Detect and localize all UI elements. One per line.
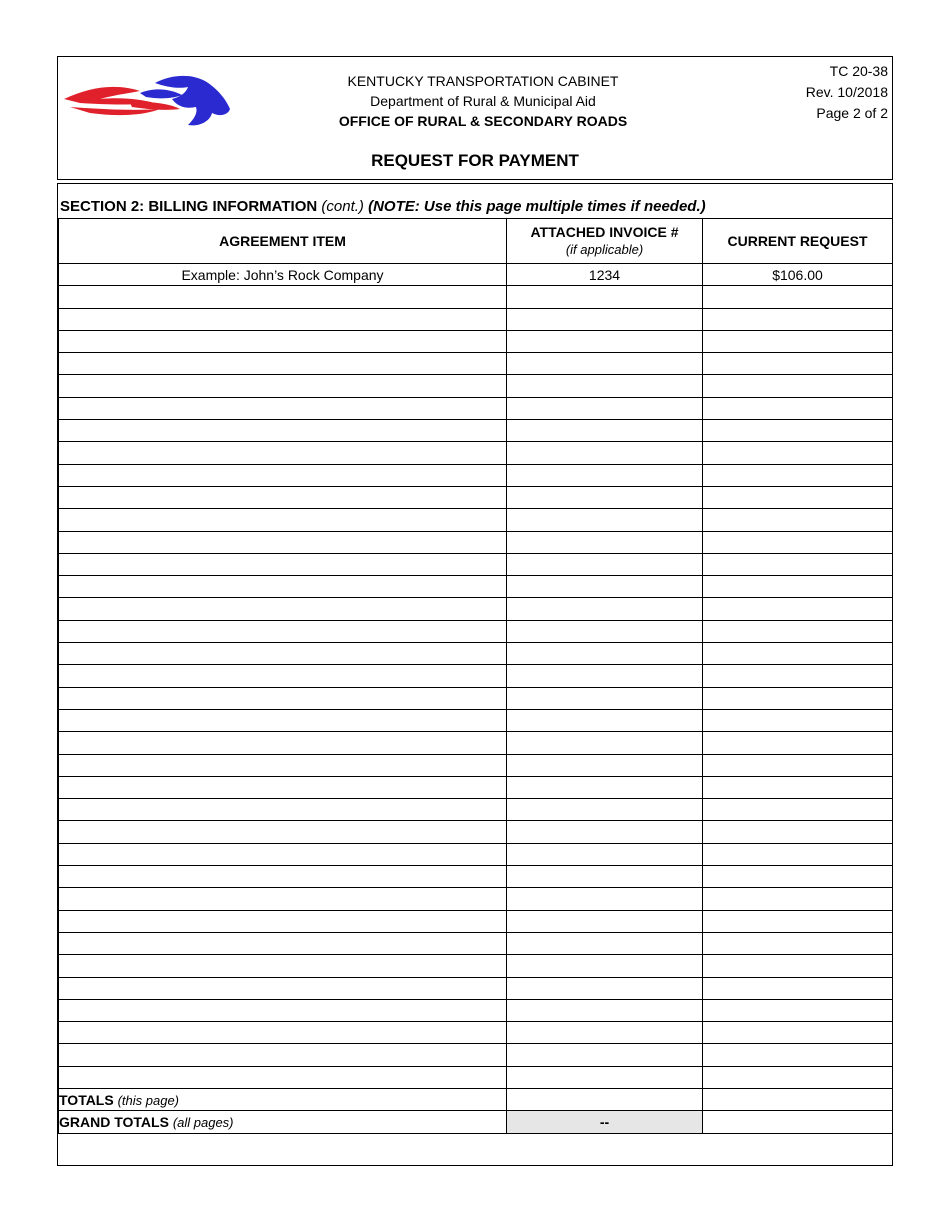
entry-agreement-item-field[interactable] bbox=[59, 687, 507, 709]
entry-request-field[interactable] bbox=[703, 531, 893, 553]
entry-agreement-item-field[interactable] bbox=[59, 665, 507, 687]
entry-invoice-field[interactable] bbox=[507, 442, 703, 464]
entry-row bbox=[59, 620, 893, 642]
entry-row bbox=[59, 732, 893, 754]
entry-invoice-field[interactable] bbox=[507, 1022, 703, 1044]
entry-request-field[interactable] bbox=[703, 598, 893, 620]
agency-block bbox=[308, 71, 658, 131]
entry-invoice-field[interactable] bbox=[507, 464, 703, 486]
entry-invoice-field[interactable] bbox=[507, 330, 703, 352]
page-title: REQUEST FOR PAYMENT bbox=[371, 151, 579, 170]
entry-row bbox=[59, 308, 893, 330]
office-name: OFFICE OF RURAL & SECONDARY ROADS bbox=[338, 113, 628, 129]
entry-agreement-item-field[interactable] bbox=[59, 977, 507, 999]
entry-row bbox=[59, 442, 893, 464]
entry-invoice-field[interactable] bbox=[507, 1044, 703, 1066]
entry-row bbox=[59, 955, 893, 977]
entry-agreement-item-field[interactable] bbox=[59, 509, 507, 531]
entry-invoice-field[interactable] bbox=[507, 687, 703, 709]
form-id-block bbox=[806, 61, 888, 124]
entry-request-field[interactable] bbox=[703, 732, 893, 754]
entry-agreement-item-field[interactable] bbox=[59, 1022, 507, 1044]
entry-invoice-field[interactable] bbox=[507, 665, 703, 687]
entry-invoice-field[interactable] bbox=[507, 866, 703, 888]
entry-agreement-item-field[interactable] bbox=[59, 821, 507, 843]
entry-agreement-item-field[interactable] bbox=[59, 888, 507, 910]
entry-row bbox=[59, 531, 893, 553]
entry-agreement-item-field[interactable] bbox=[59, 999, 507, 1021]
example-item: Example: John’s Rock Company bbox=[59, 264, 507, 286]
grand-totals-row bbox=[59, 1111, 893, 1133]
entry-request-field[interactable] bbox=[703, 286, 893, 308]
entry-row bbox=[59, 486, 893, 508]
entry-row bbox=[59, 888, 893, 910]
entry-request-field[interactable] bbox=[703, 977, 893, 999]
example-invoice: 1234 bbox=[507, 264, 703, 286]
entry-request-field[interactable] bbox=[703, 375, 893, 397]
entry-row bbox=[59, 866, 893, 888]
entry-request-field[interactable] bbox=[703, 776, 893, 798]
entry-agreement-item-field[interactable] bbox=[59, 576, 507, 598]
entry-request-field[interactable] bbox=[703, 709, 893, 731]
entry-request-field[interactable] bbox=[703, 486, 893, 508]
entry-row bbox=[59, 509, 893, 531]
entry-request-field[interactable] bbox=[703, 509, 893, 531]
entry-request-field[interactable] bbox=[703, 397, 893, 419]
entry-request-field[interactable] bbox=[703, 442, 893, 464]
entry-agreement-item-field[interactable] bbox=[59, 799, 507, 821]
entry-agreement-item-field[interactable] bbox=[59, 531, 507, 553]
entry-agreement-item-field[interactable] bbox=[59, 1066, 507, 1088]
entry-request-field[interactable] bbox=[703, 999, 893, 1021]
entry-agreement-item-field[interactable] bbox=[59, 955, 507, 977]
col-attached-invoice bbox=[507, 219, 703, 264]
entry-row bbox=[59, 821, 893, 843]
entry-invoice-field[interactable] bbox=[507, 509, 703, 531]
entry-invoice-field[interactable] bbox=[507, 821, 703, 843]
entry-invoice-field[interactable] bbox=[507, 910, 703, 932]
entry-agreement-item-field[interactable] bbox=[59, 620, 507, 642]
entry-agreement-item-field[interactable] bbox=[59, 486, 507, 508]
entry-row bbox=[59, 464, 893, 486]
entry-row bbox=[59, 1022, 893, 1044]
entry-agreement-item-field[interactable] bbox=[59, 709, 507, 731]
entry-request-field[interactable] bbox=[703, 308, 893, 330]
entry-row bbox=[59, 665, 893, 687]
entry-agreement-item-field[interactable] bbox=[59, 420, 507, 442]
entry-invoice-field[interactable] bbox=[507, 1066, 703, 1088]
grand-totals-invoice: -- bbox=[507, 1111, 703, 1133]
billing-table bbox=[58, 218, 893, 1134]
entry-agreement-item-field[interactable] bbox=[59, 776, 507, 798]
entry-row bbox=[59, 420, 893, 442]
example-row bbox=[59, 264, 893, 286]
entry-request-field[interactable] bbox=[703, 643, 893, 665]
table-header-row bbox=[59, 219, 893, 264]
entry-request-field[interactable] bbox=[703, 843, 893, 865]
entry-rows bbox=[59, 286, 893, 1089]
col-agreement-item: AGREEMENT ITEM bbox=[59, 219, 507, 264]
grand-totals-request-field[interactable] bbox=[703, 1111, 893, 1133]
section-title-cont: (cont.) bbox=[321, 198, 364, 215]
kytc-horse-logo-icon bbox=[60, 69, 235, 129]
entry-invoice-field[interactable] bbox=[507, 397, 703, 419]
entry-invoice-field[interactable] bbox=[507, 799, 703, 821]
agency-name: KENTUCKY TRANSPORTATION CABINET bbox=[347, 73, 619, 89]
entry-invoice-field[interactable] bbox=[507, 531, 703, 553]
entry-invoice-field[interactable] bbox=[507, 955, 703, 977]
entry-agreement-item-field[interactable] bbox=[59, 732, 507, 754]
entry-invoice-field[interactable] bbox=[507, 776, 703, 798]
entry-invoice-field[interactable] bbox=[507, 643, 703, 665]
entry-request-field[interactable] bbox=[703, 687, 893, 709]
entry-row bbox=[59, 754, 893, 776]
entry-row bbox=[59, 910, 893, 932]
entry-request-field[interactable] bbox=[703, 330, 893, 352]
entry-request-field[interactable] bbox=[703, 910, 893, 932]
entry-agreement-item-field[interactable] bbox=[59, 932, 507, 954]
entry-invoice-field[interactable] bbox=[507, 553, 703, 575]
entry-row bbox=[59, 286, 893, 308]
grand-totals-label bbox=[59, 1111, 507, 1133]
billing-section bbox=[57, 183, 893, 1166]
entry-request-field[interactable] bbox=[703, 665, 893, 687]
entry-agreement-item-field[interactable] bbox=[59, 286, 507, 308]
entry-row bbox=[59, 1044, 893, 1066]
entry-row bbox=[59, 1066, 893, 1088]
entry-invoice-field[interactable] bbox=[507, 286, 703, 308]
entry-invoice-field[interactable] bbox=[507, 709, 703, 731]
entry-row bbox=[59, 353, 893, 375]
department-name: Department of Rural & Municipal Aid bbox=[370, 93, 596, 109]
entry-row bbox=[59, 799, 893, 821]
entry-request-field[interactable] bbox=[703, 620, 893, 642]
entry-request-field[interactable] bbox=[703, 821, 893, 843]
entry-row bbox=[59, 598, 893, 620]
entry-invoice-field[interactable] bbox=[507, 732, 703, 754]
entry-agreement-item-field[interactable] bbox=[59, 442, 507, 464]
entry-agreement-item-field[interactable] bbox=[59, 1044, 507, 1066]
entry-invoice-field[interactable] bbox=[507, 888, 703, 910]
entry-agreement-item-field[interactable] bbox=[59, 598, 507, 620]
entry-invoice-field[interactable] bbox=[507, 486, 703, 508]
entry-request-field[interactable] bbox=[703, 888, 893, 910]
entry-invoice-field[interactable] bbox=[507, 420, 703, 442]
entry-agreement-item-field[interactable] bbox=[59, 375, 507, 397]
totals-request-field[interactable] bbox=[703, 1088, 893, 1110]
entry-invoice-field[interactable] bbox=[507, 977, 703, 999]
entry-request-field[interactable] bbox=[703, 576, 893, 598]
entry-invoice-field[interactable] bbox=[507, 754, 703, 776]
entry-agreement-item-field[interactable] bbox=[59, 754, 507, 776]
entry-request-field[interactable] bbox=[703, 1066, 893, 1088]
entry-row bbox=[59, 375, 893, 397]
section-title bbox=[60, 198, 706, 215]
entry-agreement-item-field[interactable] bbox=[59, 397, 507, 419]
totals-row bbox=[59, 1088, 893, 1110]
entry-agreement-item-field[interactable] bbox=[59, 353, 507, 375]
entry-invoice-field[interactable] bbox=[507, 576, 703, 598]
entry-request-field[interactable] bbox=[703, 464, 893, 486]
totals-label-text: TOTALS bbox=[59, 1091, 114, 1108]
entry-request-field[interactable] bbox=[703, 1022, 893, 1044]
form-header bbox=[57, 56, 893, 180]
entry-request-field[interactable] bbox=[703, 553, 893, 575]
totals-label-note: (this page) bbox=[117, 1092, 180, 1108]
entry-invoice-field[interactable] bbox=[507, 308, 703, 330]
entry-row bbox=[59, 643, 893, 665]
entry-row bbox=[59, 687, 893, 709]
entry-invoice-field[interactable] bbox=[507, 353, 703, 375]
entry-agreement-item-field[interactable] bbox=[59, 308, 507, 330]
form-revision: Rev. 10/2018 bbox=[805, 84, 888, 100]
entry-row bbox=[59, 397, 893, 419]
entry-row bbox=[59, 576, 893, 598]
entry-agreement-item-field[interactable] bbox=[59, 643, 507, 665]
grand-totals-label-note: (all pages) bbox=[172, 1114, 234, 1130]
entry-row bbox=[59, 999, 893, 1021]
form-number: TC 20-38 bbox=[829, 63, 888, 79]
entry-agreement-item-field[interactable] bbox=[59, 910, 507, 932]
entry-invoice-field[interactable] bbox=[507, 620, 703, 642]
col-attached-invoice-sub: (if applicable) bbox=[565, 242, 644, 257]
section-note: (NOTE: Use this page multiple times if needed.) bbox=[368, 198, 706, 215]
entry-request-field[interactable] bbox=[703, 754, 893, 776]
grand-totals-label-text: GRAND TOTALS bbox=[59, 1113, 169, 1130]
entry-row bbox=[59, 843, 893, 865]
entry-agreement-item-field[interactable] bbox=[59, 330, 507, 352]
entry-row bbox=[59, 553, 893, 575]
section-title-bold: SECTION 2: BILLING INFORMATION bbox=[60, 198, 318, 215]
page-number: Page 2 of 2 bbox=[816, 105, 888, 121]
entry-invoice-field[interactable] bbox=[507, 999, 703, 1021]
entry-row bbox=[59, 330, 893, 352]
col-attached-invoice-label: ATTACHED INVOICE # bbox=[530, 224, 679, 240]
entry-agreement-item-field[interactable] bbox=[59, 843, 507, 865]
entry-request-field[interactable] bbox=[703, 1044, 893, 1066]
entry-invoice-field[interactable] bbox=[507, 932, 703, 954]
entry-row bbox=[59, 776, 893, 798]
entry-invoice-field[interactable] bbox=[507, 843, 703, 865]
entry-request-field[interactable] bbox=[703, 353, 893, 375]
entry-agreement-item-field[interactable] bbox=[59, 553, 507, 575]
totals-label bbox=[59, 1088, 507, 1110]
entry-request-field[interactable] bbox=[703, 955, 893, 977]
totals-invoice-field[interactable] bbox=[507, 1088, 703, 1110]
entry-request-field[interactable] bbox=[703, 420, 893, 442]
entry-row bbox=[59, 709, 893, 731]
entry-request-field[interactable] bbox=[703, 932, 893, 954]
example-request: $106.00 bbox=[703, 264, 893, 286]
entry-agreement-item-field[interactable] bbox=[59, 866, 507, 888]
entry-request-field[interactable] bbox=[703, 799, 893, 821]
entry-agreement-item-field[interactable] bbox=[59, 464, 507, 486]
entry-request-field[interactable] bbox=[703, 866, 893, 888]
entry-invoice-field[interactable] bbox=[507, 375, 703, 397]
entry-row bbox=[59, 977, 893, 999]
entry-row bbox=[59, 932, 893, 954]
col-current-request: CURRENT REQUEST bbox=[703, 219, 893, 264]
entry-invoice-field[interactable] bbox=[507, 598, 703, 620]
